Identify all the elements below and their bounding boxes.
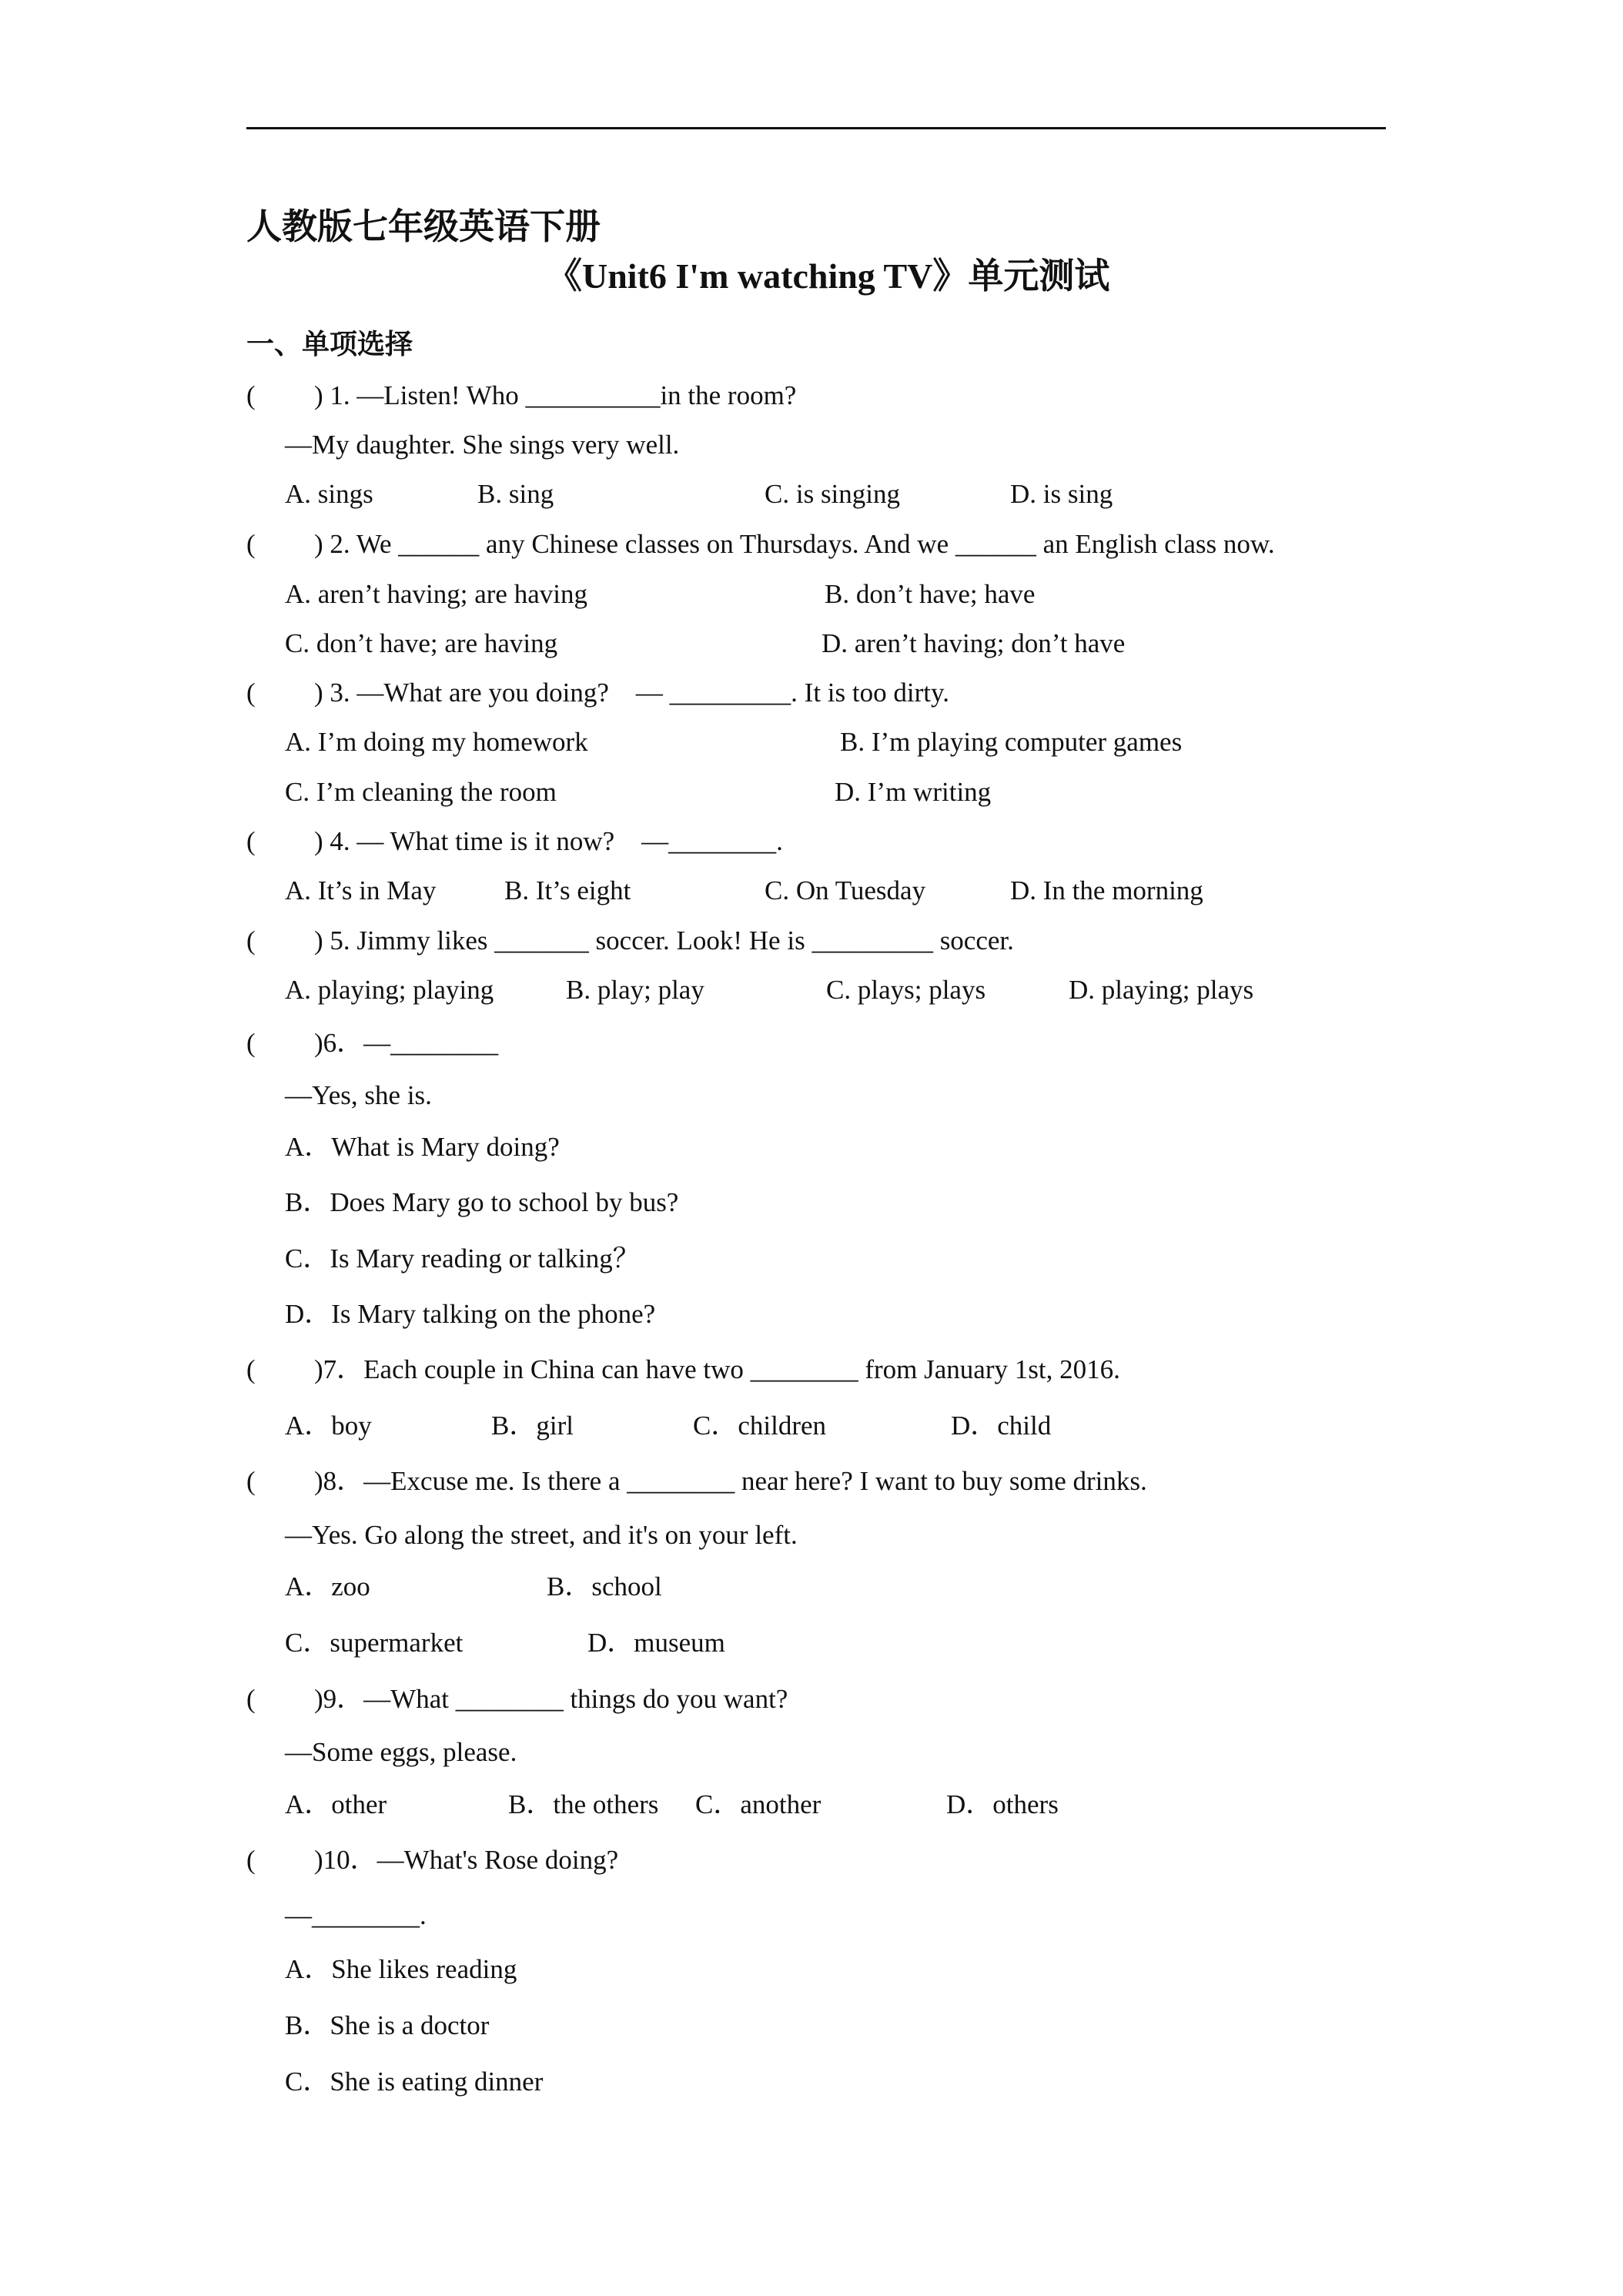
question-line: —________. [285,1900,427,1930]
question-line: —Some eggs, please. [285,1737,517,1767]
option[interactable]: C．another [695,1789,822,1819]
option[interactable]: D. is sing [1010,479,1113,509]
answer-paren[interactable]: ( [246,1028,256,1058]
option[interactable]: A．other [285,1789,387,1819]
option[interactable]: C．Is Mary reading or talking？ [285,1243,640,1274]
question-stem: ) 2. We ______ any Chinese classes on Thursdays. And we ______ an English class now. [314,529,1275,559]
answer-paren[interactable]: ( [246,529,256,559]
question-stem: )10．—What's Rose doing? [314,1845,619,1875]
option[interactable]: A. sings [285,479,373,509]
option[interactable]: A. I’m doing my homework [285,727,588,757]
option[interactable]: C．She is eating dinner [285,2067,544,2097]
option[interactable]: A．zoo [285,1571,370,1602]
page-subtitle: 《Unit6 I'm watching TV》单元测试 [547,256,1110,296]
answer-paren[interactable]: ( [246,380,256,410]
option[interactable]: B．the others [508,1789,659,1819]
option[interactable]: B. play; play [566,975,704,1005]
question-line: —Yes. Go along the street, and it's on your left. [285,1520,798,1550]
answer-paren[interactable]: ( [246,678,256,708]
option[interactable]: C．supermarket [285,1628,463,1658]
option[interactable]: B．Does Mary go to school by bus? [285,1187,679,1217]
question-stem: ) 1. —Listen! Who __________in the room? [314,380,797,410]
option[interactable]: A. It’s in May [285,875,437,905]
option[interactable]: D．child [951,1411,1052,1441]
question-stem: ) 3. —What are you doing? — _________. It is too dirty. [314,678,949,708]
option[interactable]: C．children [693,1411,827,1441]
option[interactable]: C. On Tuesday [765,875,926,905]
option[interactable]: C. don’t have; are having [285,628,558,658]
option[interactable]: D．museum [587,1628,725,1658]
option[interactable]: D. playing; plays [1069,975,1254,1005]
option[interactable]: A. aren’t having; are having [285,579,587,609]
answer-paren[interactable]: ( [246,925,256,956]
option[interactable]: C. plays; plays [826,975,986,1005]
option[interactable]: D. I’m writing [835,777,992,807]
answer-paren[interactable]: ( [246,1845,256,1875]
question-line: —My daughter. She sings very well. [285,430,680,460]
answer-paren[interactable]: ( [246,1466,256,1496]
header-rule [246,127,1386,129]
option[interactable]: A．What is Mary doing? [285,1132,560,1162]
question-stem: )8．—Excuse me. Is there a ________ near here? I want to buy some drinks. [314,1466,1147,1496]
option[interactable]: A．She likes reading [285,1954,517,1984]
option[interactable]: D．Is Mary talking on the phone? [285,1299,656,1329]
page-title: 人教版七年级英语下册 [246,207,601,246]
option[interactable]: A. playing; playing [285,975,494,1005]
option[interactable]: B．She is a doctor [285,2010,490,2040]
question-line: —Yes, she is. [285,1080,432,1110]
answer-paren[interactable]: ( [246,1354,256,1384]
option[interactable]: B. It’s eight [504,875,631,905]
question-stem: )6．—________ [314,1028,499,1058]
option[interactable]: A．boy [285,1411,372,1441]
answer-paren[interactable]: ( [246,1684,256,1714]
option[interactable]: B. don’t have; have [825,579,1036,609]
option[interactable]: B．school [547,1571,662,1602]
option[interactable]: B. I’m playing computer games [840,727,1183,757]
question-stem: )7．Each couple in China can have two ________ from January 1st, 2016. [314,1354,1120,1384]
question-stem: )9．—What ________ things do you want? [314,1684,788,1714]
question-stem: ) 4. — What time is it now? —________. [314,826,783,856]
option[interactable]: C. I’m cleaning the room [285,777,557,807]
option[interactable]: B. sing [477,479,554,509]
option[interactable]: D. aren’t having; don’t have [822,628,1126,658]
option[interactable]: D. In the morning [1010,875,1203,905]
option[interactable]: C. is singing [765,479,901,509]
answer-paren[interactable]: ( [246,826,256,856]
option[interactable]: B．girl [491,1411,574,1441]
section-heading: 一、单项选择 [246,329,413,360]
option[interactable]: D．others [946,1789,1059,1819]
question-stem: ) 5. Jimmy likes _______ soccer. Look! He is _________ soccer. [314,925,1014,956]
